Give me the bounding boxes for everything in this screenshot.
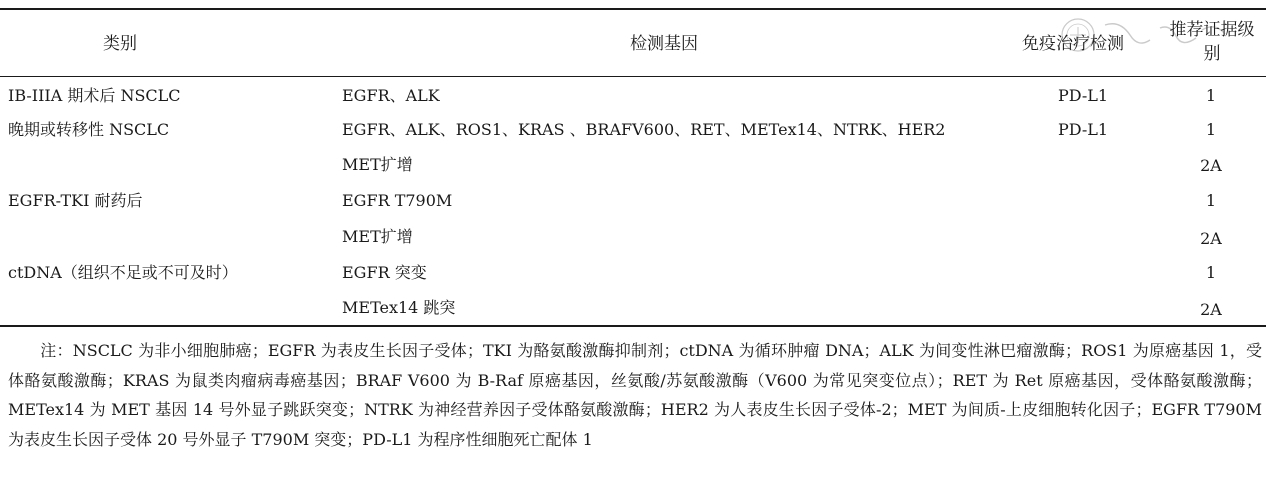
row-3-grade: 1 xyxy=(1205,191,1217,210)
header-genes: 检测基因 xyxy=(630,34,698,54)
row-2-grade: 2A xyxy=(1200,156,1222,175)
row-6-genes: METex14 跳突 xyxy=(342,298,456,317)
row-1-category: 晚期或转移性 NSCLC xyxy=(8,120,170,139)
row-0-grade: 1 xyxy=(1205,86,1217,105)
row-3-category: EGFR-TKI 耐药后 xyxy=(8,191,143,210)
table-bottom-rule xyxy=(0,325,1266,327)
footnote-text: 注：NSCLC 为非小细胞肺癌；EGFR 为表皮生长因子受体；TKI 为酪氨酸激酶抑制剂；ctDNA 为循环肿瘤 DNA；ALK 为间变性淋巴瘤激酶；ROS1 为原癌基因 1，受体酪氨酸激酶；KRAS 为鼠类肉瘤病毒癌基因；BRAF V600 为 B-Raf 原癌基因，丝氨酸/苏氨酸激酶（V600 为常见突变位点）；RET 为 Ret 原癌基因，受体酪氨酸激酶；METex14 为 MET 基因 14 号外显子跳跃突变；NTRK 为神经营养因子受体酪氨酸激酶；HER2 为人表皮生长因子受体-2；MET 为间质-上皮细胞转化因子；EGFR T790M 为表皮生长因子受体 20 号外显子 T790M 突变；PD-L1 为程序性细胞死亡配体 1 xyxy=(8,341,1262,449)
row-1-genes: EGFR、ALK、ROS1、KRAS 、BRAFV600、RET、METex14、NTRK、HER2 xyxy=(342,120,946,139)
row-3-genes: EGFR T790M xyxy=(342,191,453,210)
row-0-immuno: PD-L1 xyxy=(1058,86,1109,105)
table-top-rule xyxy=(0,8,1266,10)
row-4-grade: 2A xyxy=(1200,229,1222,248)
table-footnote xyxy=(8,336,1262,454)
table-header-rule xyxy=(0,76,1266,77)
row-1-grade: 1 xyxy=(1205,120,1217,139)
row-0-category: IB-IIIA 期术后 NSCLC xyxy=(8,86,181,105)
row-2-genes: MET扩增 xyxy=(342,155,413,174)
row-1-immuno: PD-L1 xyxy=(1058,120,1109,139)
row-5-genes: EGFR 突变 xyxy=(342,263,427,282)
header-category: 类别 xyxy=(103,34,137,54)
row-5-grade: 1 xyxy=(1205,263,1217,282)
row-4-genes: MET扩增 xyxy=(342,227,413,246)
row-0-genes: EGFR、ALK xyxy=(342,86,440,105)
header-grade: 推荐证据级别 xyxy=(1169,20,1255,64)
header-immuno: 免疫治疗检测 xyxy=(1022,34,1124,54)
row-6-grade: 2A xyxy=(1200,300,1222,319)
row-5-category: ctDNA（组织不足或不可及时） xyxy=(8,263,238,282)
